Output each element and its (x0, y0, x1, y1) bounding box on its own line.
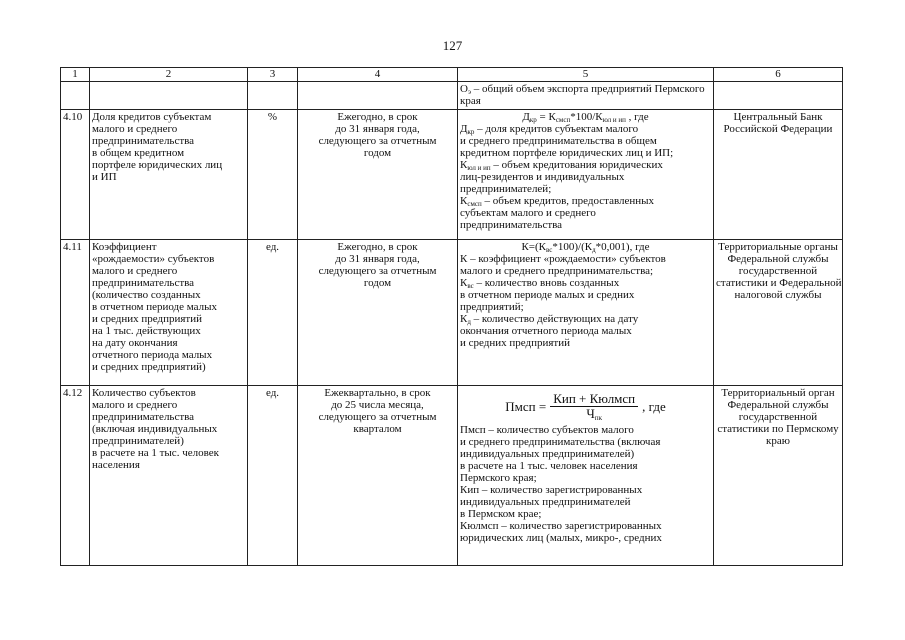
formula-line: в Пермском крае; (460, 508, 542, 520)
formula-line: кредитном портфеле юридических лиц и ИП; (460, 147, 674, 159)
formula-line: субъектам малого и среднего (460, 207, 596, 219)
formula-line: Пермского края; (460, 472, 537, 484)
formula-line: Кюлмсп – количество зарегистрированных (460, 520, 662, 532)
table-row (61, 240, 843, 386)
indicator-name: Количество субъектов малого и среднего предпринимательства (включая индивидуальных предпринимателей) в расчете на 1 тыс. человек населения (90, 386, 248, 566)
header-cell: 4 (298, 68, 458, 82)
indicators-table (60, 67, 843, 566)
unit: % (248, 110, 298, 240)
formula-line: предпринимателей; (460, 183, 552, 195)
header-cell: 6 (714, 68, 843, 82)
formula-line: окончания отчетного периода малых (460, 325, 632, 337)
formula-line: лиц-резидентов и индивидуальных (460, 171, 625, 183)
formula-line: юридических лиц (малых, микро-, средних (460, 532, 662, 544)
formula-line: в расчете на 1 тыс. человек населения (460, 460, 638, 472)
formula-line: Пмсп – количество субъектов малого (460, 424, 634, 436)
formula-line: малого и среднего предпринимательства; (460, 265, 654, 277)
period: Ежегодно, в срок до 31 января года, следующего за отчетным годом (298, 240, 458, 386)
table-row (61, 110, 843, 240)
formula-cell (458, 110, 714, 240)
continuation-formula-cell: $О_э$ – общий объем экспорта предприятий Пермского края (458, 82, 714, 110)
formula: Пмсп = Кип + Кюлмсп $Ч_{пк}$ , где (505, 391, 666, 422)
formula-line: $К_{юл и ип}$ – объем кредитования юридических (460, 159, 663, 172)
data-source: Территориальные органы Федеральной службы государственной статистики и Федеральной налоговой службы (714, 240, 843, 386)
formula-line: предприятий; (460, 301, 524, 313)
formula-cell (458, 240, 714, 386)
row-number: 4.10 (61, 110, 90, 240)
data-source: Центральный Банк Российской Федерации (714, 110, 843, 240)
period: Ежегодно, в срок до 31 января года, следующего за отчетным годом (298, 110, 458, 240)
formula-line: и средних предприятий (460, 337, 571, 349)
row-number: 4.11 (61, 240, 90, 386)
unit: ед. (248, 240, 298, 386)
formula-line: индивидуальных предпринимателей (460, 496, 631, 508)
header-cell: 5 (458, 68, 714, 82)
header-row (61, 68, 843, 82)
page-number: 127 (442, 38, 463, 53)
indicator-name: Коэффициент «рождаемости» субъектов малого и среднего предпринимательства (количество созданных в отчетном периоде малых и средних предприятий на 1 тыс. действующих на дату окончания отчетного периода малых и средних предприятий) (90, 240, 248, 386)
formula-line: и среднего предпринимательства (включая (460, 436, 661, 448)
formula-cell (458, 386, 714, 566)
formula-line: в отчетном периоде малых и средних (460, 289, 635, 301)
period: Ежеквартально, в срок до 25 числа месяца, следующего за отчетным кварталом (298, 386, 458, 566)
indicator-name: Доля кредитов субъектам малого и среднего предпринимательства в общем кредитном портфеле юридических лиц и ИП (90, 110, 248, 240)
unit: ед. (248, 386, 298, 566)
formula-line: $К_д$ – количество действующих на дату (460, 313, 639, 326)
continuation-row (61, 82, 843, 110)
formula-line: $К_{смсп}$ – объем кредитов, предоставленных (460, 195, 655, 208)
row-number: 4.12 (61, 386, 90, 566)
formula-line: и среднего предпринимательства в общем (460, 135, 657, 147)
table-row (61, 386, 843, 566)
formula-line: предпринимательства (460, 219, 563, 231)
formula: $Д_{кр} = К_{смсп}*100/К_{юл и ип}$ , где (522, 111, 649, 124)
data-source: Территориальный орган Федеральной службы государственной статистики по Пермскому краю (714, 386, 843, 566)
formula-line: $Д_{кр}$ – доля кредитов субъектам малого (460, 123, 639, 136)
formula-line: Кип – количество зарегистрированных (460, 484, 643, 496)
header-cell: 2 (90, 68, 248, 82)
formula-line: К – коэффициент «рождаемости» субъектов (460, 253, 666, 265)
formula: $К=(К_{вс}*100)/(К_д*0,001)$, где (521, 241, 650, 254)
header-cell: 3 (248, 68, 298, 82)
formula-line: $К_{вс}$ – количество вновь созданных (460, 277, 620, 290)
formula-line: индивидуальных предпринимателей) (460, 448, 635, 460)
header-cell: 1 (61, 68, 90, 82)
